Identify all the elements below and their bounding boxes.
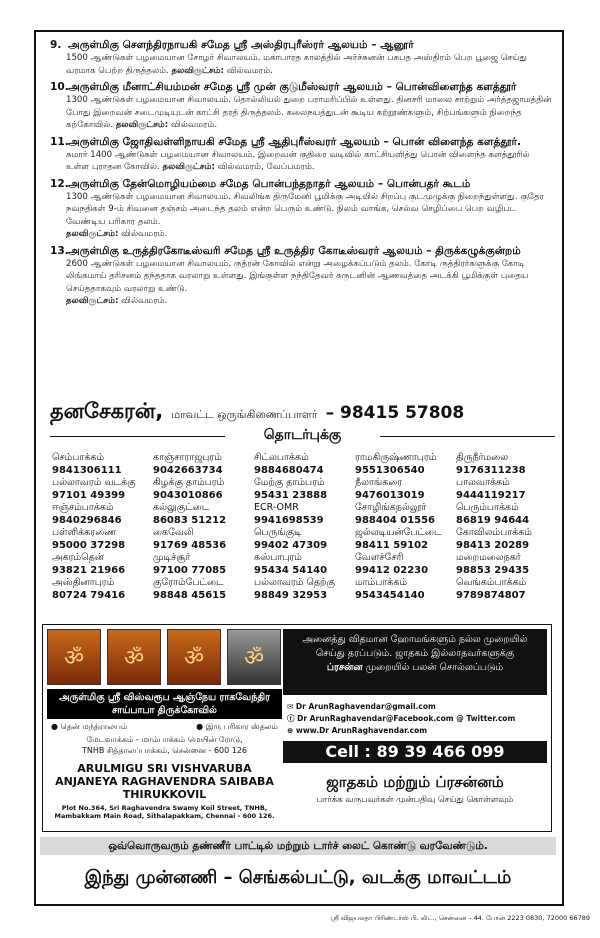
contact-place: செம்பாக்கம் bbox=[52, 452, 105, 463]
contact-entry bbox=[153, 452, 254, 477]
contact-place: ஈஞ்சம்பாக்கம் bbox=[52, 502, 114, 513]
coordinator-line bbox=[50, 399, 555, 426]
contact-entry bbox=[456, 502, 557, 527]
deity-image bbox=[107, 629, 161, 685]
contact-entry bbox=[355, 452, 456, 477]
contact-place: குரோம்பேட்டை bbox=[153, 577, 224, 588]
contact-place: வெங்கம்பாக்கம் bbox=[456, 577, 527, 588]
astro-heading: ஜாதகம் மற்றும் ப்ரசன்னம் bbox=[326, 773, 504, 791]
contact-place: பாலவாக்கம் bbox=[456, 477, 510, 488]
contact-place: சோழிங்கநல்லூர் bbox=[355, 502, 427, 513]
contact-phone: 98849 32953 bbox=[254, 589, 328, 601]
contact-entry bbox=[456, 477, 557, 502]
contact-entry bbox=[254, 502, 355, 527]
contact-place: ஜல்லடியன்பேட்டை bbox=[355, 527, 442, 538]
temple-desc: 1300 ஆண்டுகள் பழமையான சிவாலயம். சிவலிங்க திருமேனி பூமிக்கு அடியில் சிறப்பு குடமுழுக்கு நிறைந்துள்ளது. குதேர நவநதிகள் 9-ம் சிவனை தஞ்சம் அடைந்த தலம் என்ற பெரும் உண்டு. நிலம் வாங்க, செல்வ செழிப்பை பெற வழிபட வேண்டிய பரிகார தலம். bbox=[66, 191, 545, 227]
om-icon: ॐ bbox=[183, 646, 205, 671]
contact-entry bbox=[153, 527, 254, 552]
contact-entry bbox=[254, 577, 355, 602]
contact-phone: 988404 01556 bbox=[355, 514, 436, 526]
tree-label: தலவிருட்சம்: bbox=[115, 120, 169, 130]
brand-name: இரு பரிகார ஸ்தலம் bbox=[205, 722, 278, 731]
contact-phone: 80724 79416 bbox=[52, 589, 126, 601]
temple-banner: அருள்மிகு ஸ்ரீ விஸ்வரூப ஆஞ்நேய ராகவேந்திர சாய்பாபா திருக்கோவில் bbox=[47, 689, 282, 719]
coordinator-name: தனசேகரன், bbox=[50, 399, 164, 423]
footer-title: இந்து முன்னணி – செங்கல்பட்டு, வடக்கு மாவட்டம் bbox=[84, 867, 512, 888]
address-tamil: மேடவாக்கம் - மாம்பாக்கம் மெயின் ரோடு, bbox=[86, 735, 243, 744]
contact-place: முடிச்சூர் bbox=[153, 552, 191, 563]
advert-left bbox=[47, 629, 282, 825]
tree-label: தலவிருட்சம்: bbox=[66, 229, 119, 239]
om-icon: ॐ bbox=[243, 646, 265, 671]
temple-desc: 1500 ஆண்டுகள் பழமையான சோழர் சிவாலயம். மகாபாரத காலத்தில் அர்ச்சுனன் பசுபத அஸ்திரம் பெற பூஜை செய்து வரமாக பெற்ற திருத்தலம். bbox=[66, 53, 528, 76]
contact-place: நீலாங்கரை bbox=[355, 477, 403, 488]
contact-entry bbox=[254, 552, 355, 577]
tree-value: வில்வமரம். bbox=[226, 65, 273, 76]
contact-entry bbox=[355, 527, 456, 552]
contact-phone: 97101 49399 bbox=[52, 489, 126, 501]
brand: ● தென் மந்த்ராலயம் bbox=[51, 722, 128, 731]
contact-entry bbox=[153, 502, 254, 527]
temple-number: 13. bbox=[50, 244, 69, 257]
contact-place: அகரம்தென் bbox=[52, 552, 104, 563]
contact-phone: 9789874807 bbox=[456, 589, 526, 601]
contact-place: கைவேலி bbox=[153, 527, 194, 538]
contact-place: பல்லாவரம் தெற்கு bbox=[254, 577, 335, 588]
contact-entry bbox=[52, 577, 153, 602]
contact-entry bbox=[254, 452, 355, 477]
contact-place: கோவிலம்பாக்கம் bbox=[456, 527, 532, 538]
temple-name-english: ARULMIGU SRI VISHVARUBA ANJANEYA RAGHAVENDRA SAIBABA THIRUKKOVIL bbox=[55, 762, 274, 801]
email[interactable]: Dr ArunRaghavendar@gmail.com bbox=[295, 702, 436, 711]
printer-credit: ஸ்ரீ விஜயலதா பிரிண்டர்ஸ் பி. லிட்., சென்னை – 44. போன் 2223 0830, 72000 66789 bbox=[330, 914, 590, 922]
contact-phone: 93821 21966 bbox=[52, 564, 126, 576]
brand: ● இரு பரிகார ஸ்தலம் bbox=[196, 722, 278, 731]
temple-number: 12. bbox=[50, 177, 69, 190]
deity-image bbox=[167, 629, 221, 685]
contact-place: பெருங்குடி bbox=[254, 527, 302, 538]
contact-place: சிட்லபாக்கம் bbox=[254, 452, 309, 463]
contact-phone: 9176311238 bbox=[456, 464, 526, 476]
contact-phone: 9840296846 bbox=[52, 514, 122, 526]
contact-phone: 9551306540 bbox=[355, 464, 425, 476]
contact-entry bbox=[52, 527, 153, 552]
social-links bbox=[283, 701, 547, 737]
tree-value: வில்வமரம். bbox=[121, 296, 168, 306]
temple-desc: சுமார் 1400 ஆண்டுகள் பழமையான சிவாலயம். இறைவன் குதிரை வடிவில் காட்சியளித்து பொன் விளைந்த களத்தூரில் உள்ள புராதன கோவில். bbox=[66, 149, 530, 172]
contact-entry bbox=[456, 452, 557, 477]
contact-place: ECR-OMR bbox=[254, 502, 299, 513]
contact-phone: 9884680474 bbox=[254, 464, 324, 476]
contact-place: பள்ளிக்கரணை bbox=[52, 527, 117, 538]
temple-desc: 2600 ஆண்டுகள் பழமையான சிவாலயம். ருத்ரன் கோவில் என்று அழைக்கப்படும் தலம். கோடி ருத்திரர்களுக்கு கோடி லிங்கமாய் தரிசனம் தந்ததாக வரலாறு உள்ளது. இங்குள்ள நந்திதேவர் கருடனின் ஆணவத்தை அடக்கி பூமிக்குள் புதைய செய்ததாகவும் வரலாறு உண்டு. bbox=[66, 258, 529, 294]
contact-phone: 9941698539 bbox=[254, 514, 324, 526]
address-tamil-2: TNHB சித்தாலப்பாக்கம், சென்னை - 600 126 bbox=[81, 746, 248, 755]
brand-name: தென் மந்த்ராலயம் bbox=[60, 722, 128, 731]
astro-subtext: பார்க்க வருபவர்கள் முன்பதிவு செய்து கொள்ளவும் bbox=[316, 795, 514, 805]
promo-text: அனைத்து விதமான ஹோமங்களும் நல்ல முறையில் செய்து தரப்படும். ஜாதகம் இல்லாதவர்களுக்கு bbox=[302, 634, 528, 659]
temple-item bbox=[50, 38, 555, 77]
deity-image bbox=[227, 629, 281, 685]
contact-phone: 98848 45615 bbox=[153, 589, 227, 601]
contact-place: காஞ்சாராஜபுரம் bbox=[153, 452, 222, 463]
contact-phone: 98853 29435 bbox=[456, 564, 530, 576]
contact-phone: 9476013019 bbox=[355, 489, 425, 501]
tree-value: வில்வமரம். bbox=[170, 120, 218, 130]
contact-phone: 9543454140 bbox=[355, 589, 425, 601]
contact-place: அஸ்தினாபுரம் bbox=[52, 577, 115, 588]
om-icon: ॐ bbox=[123, 646, 145, 671]
temple-item bbox=[50, 80, 555, 132]
contact-entry bbox=[153, 577, 254, 602]
contact-entry bbox=[355, 552, 456, 577]
temple-advert bbox=[42, 624, 552, 832]
contact-entry bbox=[52, 552, 153, 577]
temple-number: 10. bbox=[50, 81, 69, 93]
contact-phone: 95000 37298 bbox=[52, 539, 126, 551]
temple-title: அருள்மிகு உருத்திரகோடீஸ்வரி சமேத ஸ்ரீ உருத்திர கோடீஸ்வரர் ஆலயம் – திருக்கழுக்குன்றம் bbox=[68, 244, 521, 257]
contact-entry bbox=[254, 527, 355, 552]
contact-place: வேளச்சேரி bbox=[355, 552, 404, 563]
temple-title: அருள்மிகு சௌந்திரநாயகி சமேத ஸ்ரீ அஸ்திரபுரீஸ்ரர் ஆலயம் – ஆனூர் bbox=[68, 39, 414, 51]
contact-phone: 9043010866 bbox=[153, 489, 223, 501]
contact-entry bbox=[456, 577, 557, 602]
contact-entry bbox=[153, 552, 254, 577]
contact-place: கஸ்பாபுரம் bbox=[254, 552, 302, 563]
contact-place: கிழக்கு தாம்பரம் bbox=[153, 477, 225, 488]
contact-phone: 95431 23888 bbox=[254, 489, 328, 501]
contact-entry bbox=[456, 552, 557, 577]
temple-desc: 1300 ஆண்டுகள் பழமையான சிவாலயம். தொல்லியல் துறை பராமரிப்பில் உள்ளது. தினசரி மாலை சாற்றும் அர்த்தஜாமத்தின் போது இறைவன் சடைமுடியுடன் காட்சி தரத் திருத்தலம். கலைநயத்துடன் கூடிய கற்றூண்களும், சிற்பங்களும் நிறைந்த கற்கோவில். bbox=[66, 95, 552, 130]
globe-icon: ⊕ bbox=[287, 726, 294, 735]
contact-phone: 99402 47309 bbox=[254, 539, 328, 551]
contact-place: ராமகிருஷ்ணாபுரம் bbox=[355, 452, 437, 463]
contact-phone: 98413 20289 bbox=[456, 539, 530, 551]
contact-entry bbox=[355, 577, 456, 602]
contacts-heading bbox=[50, 428, 555, 444]
contact-entry bbox=[52, 477, 153, 502]
website[interactable]: www.Dr ArunRaghavendar.com bbox=[295, 726, 428, 735]
facebook-link[interactable]: Dr ArunRaghavendar@Facebook.com @ Twitter.com bbox=[297, 714, 516, 723]
temple-item bbox=[50, 135, 555, 174]
coordinator-role: மாவட்ட ஒருங்கிணைப்பாளர் bbox=[171, 408, 318, 421]
contact-entry bbox=[52, 502, 153, 527]
temple-number: 11. bbox=[50, 135, 69, 148]
contact-grid bbox=[52, 452, 557, 602]
temple-title: அருள்மிகு மீனாட்சியம்மன் சமேத ஸ்ரீ முன் குடுமீஸ்வரர் ஆலயம் – பொன்விளைந்த களத்தூர் bbox=[68, 81, 517, 93]
tree-label: தலவிருட்சம்: bbox=[162, 162, 215, 172]
temple-title: அருள்மிகு தேன்மொழியம்மை சமேத பொன்பந்தநாதர் ஆலயம் – பொன்பதர் கூடம் bbox=[68, 177, 471, 190]
contact-phone: 9841306111 bbox=[52, 464, 122, 476]
contact-phone: 91769 48536 bbox=[153, 539, 227, 551]
temple-list bbox=[50, 38, 555, 311]
contact-place: மாம்பாக்கம் bbox=[355, 577, 408, 588]
facebook-icon: ⓕ bbox=[287, 714, 295, 723]
tree-label: தலவிருட்சம்: bbox=[66, 296, 119, 306]
om-icon: ॐ bbox=[63, 646, 85, 671]
contact-phone: 97100 77085 bbox=[153, 564, 227, 576]
cell-number: Cell : 89 39 466 099 bbox=[283, 741, 547, 763]
contact-entry bbox=[456, 527, 557, 552]
advert-right bbox=[283, 629, 547, 827]
contact-phone: 86819 94644 bbox=[456, 514, 530, 526]
temple-number: 9. bbox=[50, 39, 62, 51]
promo-highlight: ப்ரசன்ன bbox=[326, 662, 363, 673]
mail-icon: ✉ bbox=[287, 702, 294, 711]
temple-item bbox=[50, 244, 555, 308]
contact-place: பல்லாவரம் வடக்கு bbox=[52, 477, 136, 488]
deity-image bbox=[47, 629, 101, 685]
temple-title: அருள்மிகு ஜோதிவள்ளிநாயகி சமேத ஸ்ரீ ஆதிபுரீஸ்வரர் ஆலயம் – பொன் விளைந்த களத்தூர். bbox=[68, 135, 522, 148]
contact-place: மேற்கு தாம்பரம் bbox=[254, 477, 325, 488]
notice-bar: ஒவ்வொருவரும் தண்ணீர் பாட்டில் மற்றும் டார்ச் லைட் கொண்டு வரவேண்டும். bbox=[40, 837, 556, 855]
contacts-title: தொடர்புக்கு bbox=[263, 427, 342, 443]
contact-phone: 9042663734 bbox=[153, 464, 223, 476]
contact-place: கல்லுகுட்டை bbox=[153, 502, 210, 513]
contact-phone: 95434 54140 bbox=[254, 564, 328, 576]
tree-value: வில்வமரம், வேப்பமரம். bbox=[217, 162, 315, 172]
contact-phone: 86083 51212 bbox=[153, 514, 227, 526]
contact-phone: 9444119217 bbox=[456, 489, 526, 501]
temple-item bbox=[50, 177, 555, 241]
contact-phone: 98411 59102 bbox=[355, 539, 429, 551]
contact-place: பெரும்பாக்கம் bbox=[456, 502, 519, 513]
contact-entry bbox=[52, 452, 153, 477]
contact-entry bbox=[254, 477, 355, 502]
coordinator-phone: – 98415 57808 bbox=[325, 403, 465, 423]
contact-entry bbox=[355, 502, 456, 527]
tree-label: தலவிருட்சம்: bbox=[171, 65, 224, 76]
contact-entry bbox=[355, 477, 456, 502]
deity-images bbox=[47, 629, 282, 684]
tree-value: வில்வமரம். bbox=[121, 229, 168, 239]
promo-box bbox=[283, 629, 547, 695]
contact-place: மறைமலைநகர் bbox=[456, 552, 521, 563]
contact-entry bbox=[153, 477, 254, 502]
promo-text-2: முறையில் பலன் சொல்லப்படும் bbox=[365, 662, 504, 673]
contact-place: திருநீர்மலை bbox=[456, 452, 509, 463]
brand-row bbox=[47, 722, 282, 732]
contact-phone: 99412 02230 bbox=[355, 564, 429, 576]
address-english: Plot No.364, Sri Raghavendra Swamy Koil Street, TNHB, Mambakkam Main Road, Sithalapakkam, Chennai - 600 126. bbox=[54, 804, 275, 820]
